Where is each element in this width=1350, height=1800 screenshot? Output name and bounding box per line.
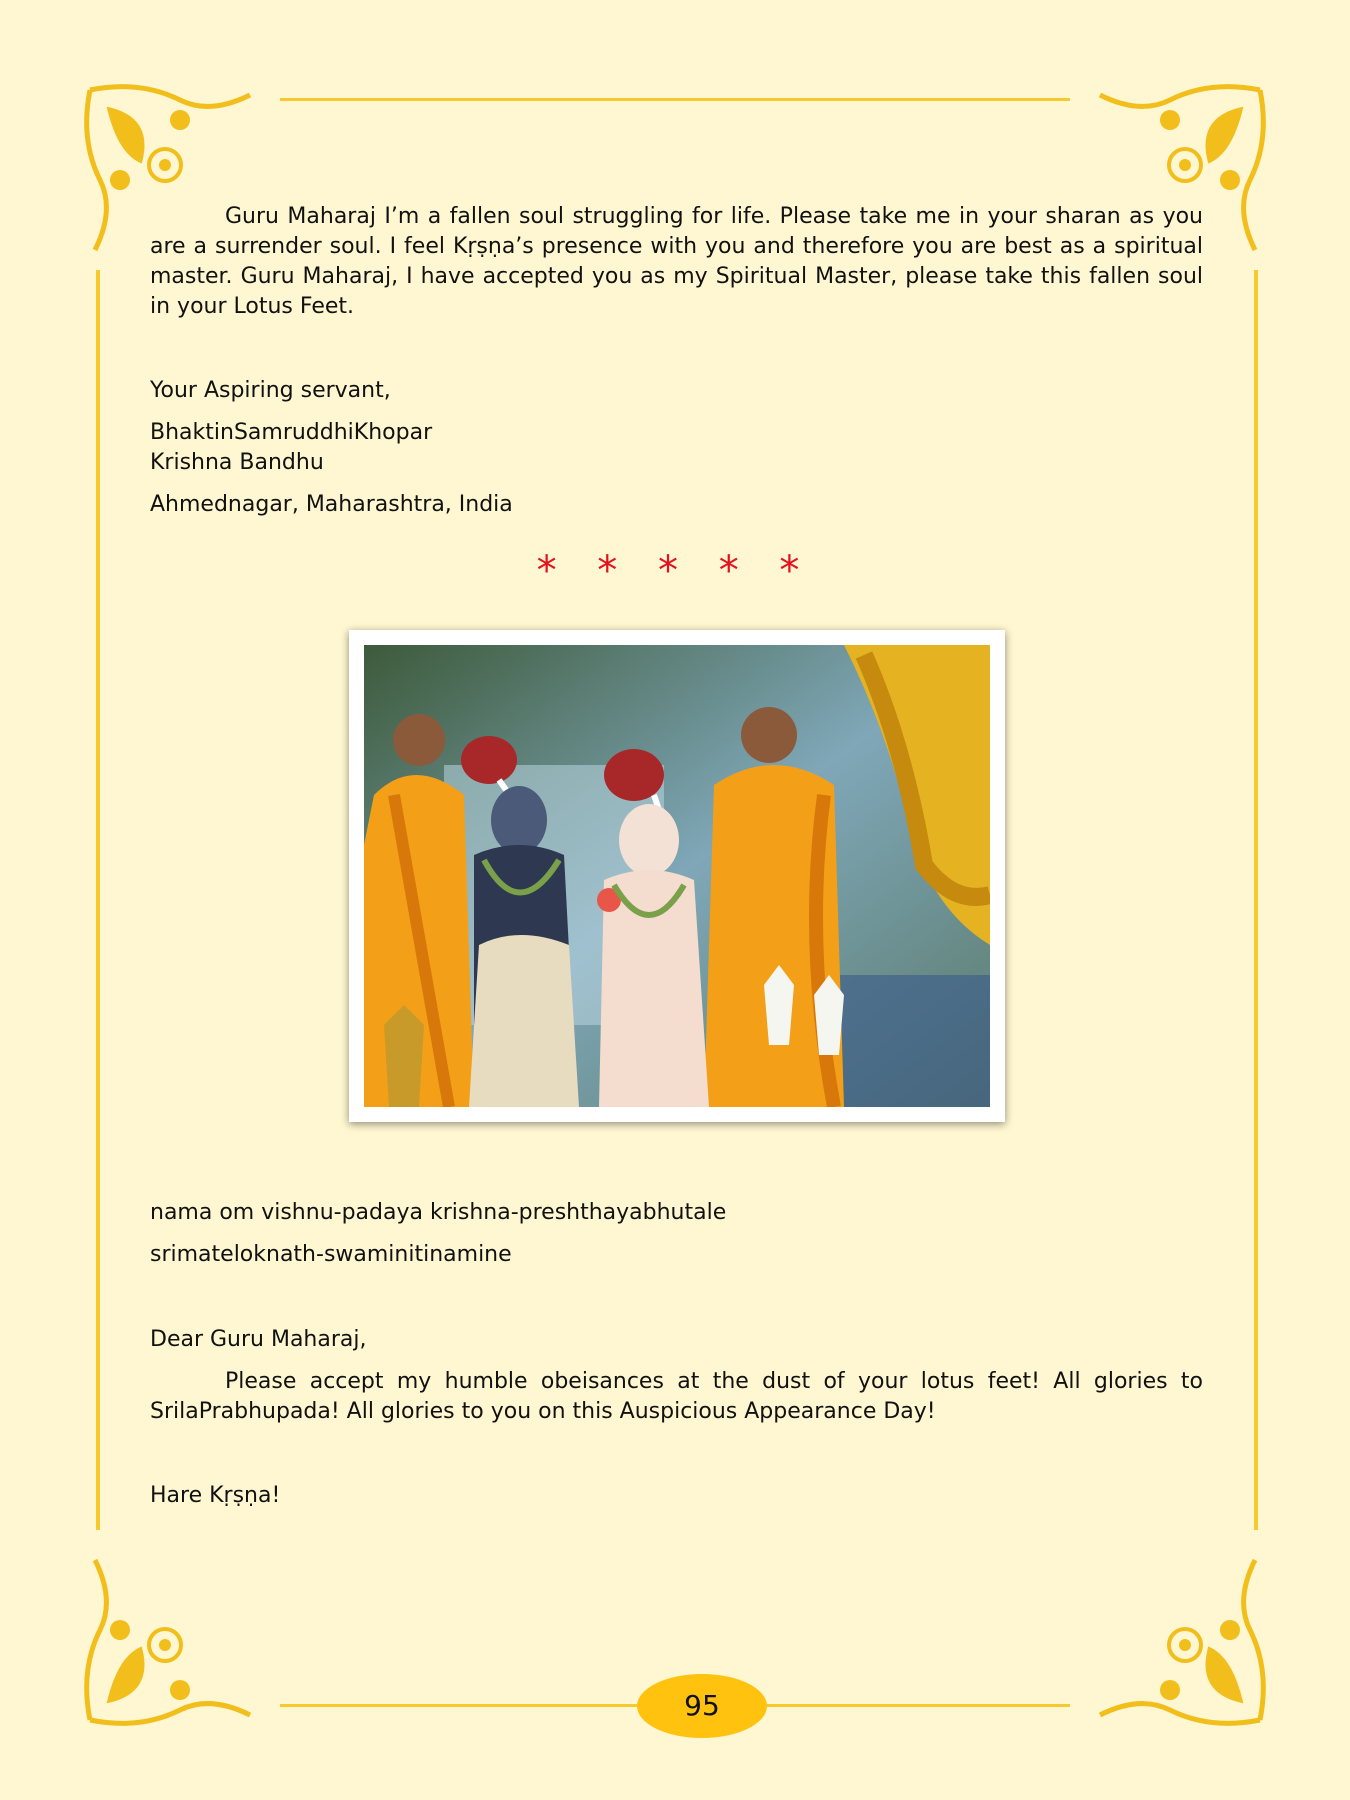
letter-two-closing: Hare Kṛṣṇa!: [150, 1483, 281, 1508]
deity-photo: [349, 630, 1005, 1122]
page-number-badge: 95: [637, 1674, 767, 1738]
frame-left-line: [96, 270, 100, 1530]
letter-one-closing: Your Aspiring servant,: [150, 378, 391, 403]
pranam-line-one: nama om vishnu-padaya krishna-preshthayabhutale: [150, 1200, 727, 1225]
sender-name: BhaktinSamruddhiKhopar: [150, 420, 433, 445]
pranam-line-two: srimateloknath-swaminitinamine: [150, 1242, 512, 1267]
letter-two-salutation: Dear Guru Maharaj,: [150, 1327, 367, 1352]
letter-two-body: Please accept my humble obeisances at the dust of your lotus feet! All glories to SrilaPrabhupada! All glories to you on this Auspicious Appearance Day!: [150, 1369, 1203, 1424]
frame-top-line: [280, 98, 1070, 101]
sender-group: Krishna Bandhu: [150, 450, 324, 475]
letter-one-body: Guru Maharaj I’m a fallen soul struggling for life. Please take me in your sharan as you are a surrender soul. I feel Kṛṣṇa’s presence with you and therefore you are best as a spiritual master. Guru Maharaj, I have accepted you as my Spiritual Master, please take this fallen soul in your Lotus Feet.: [150, 204, 1203, 319]
sender-location: Ahmednagar, Maharashtra, India: [150, 492, 513, 517]
letter-two: [150, 1325, 1203, 1511]
corner-ornament-icon: [1070, 1530, 1270, 1730]
letter-one: [150, 202, 1203, 520]
separator-stars: * * * * *: [536, 548, 814, 594]
deity-abhishek-photo-icon: [364, 645, 990, 1107]
frame-right-line: [1254, 270, 1258, 1530]
corner-ornament-icon: [80, 1530, 280, 1730]
